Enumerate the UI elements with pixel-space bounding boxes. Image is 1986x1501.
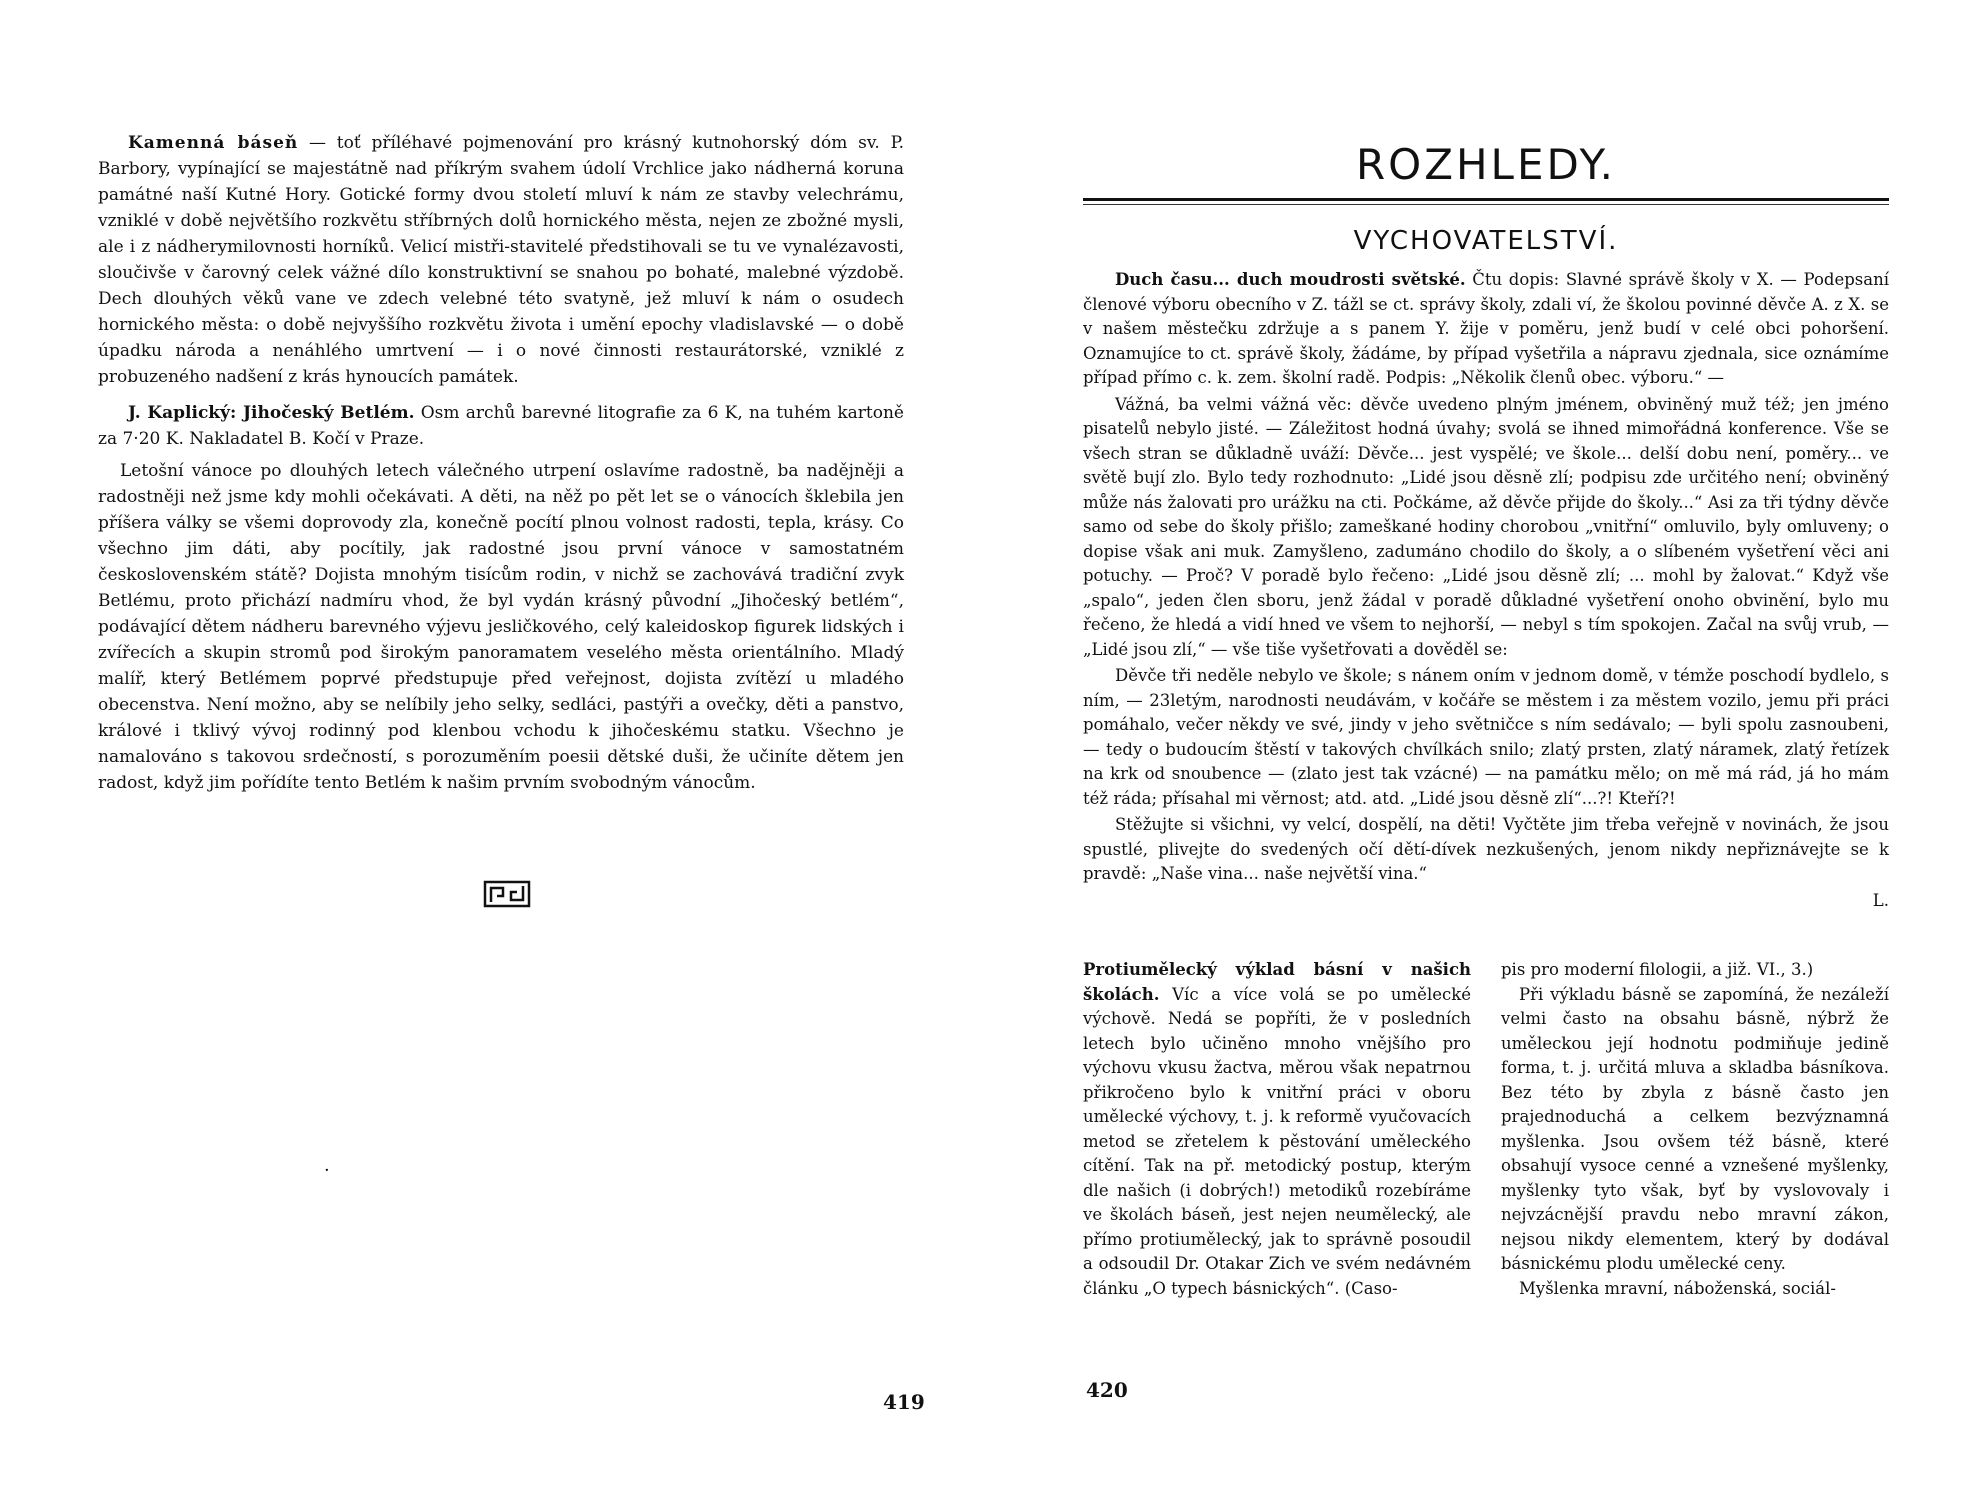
text-protiumelecky: Víc a více volá se po umělecké výchově. Nedá se popříti, že v posledních letech bylo učiněno mnoho vnějšího pro výchovu vkusu žactva, měrou však nepatrnou přikročeno bylo k vnitřní práci v oboru umělecké výchovy, t. j. k reformě vyučovacích metod se zřetelem k pěstování uměleckého cítění. Tak na př. metodický postup, kterým dle našich (i dobrých!) metodiků rozebíráme ve školách báseň, jest nejen neumělecký, ale přímo protiumělecký, jak to správně posoudil a odsoudil Dr. Otakar Zich ve svém nedávném článku „O typech básnických“. (Caso- (1083, 984, 1471, 1298)
section-title: ROZHLEDY. (1355, 140, 1617, 189)
speck-mark: · (324, 1160, 330, 1181)
column-a (1083, 958, 1471, 1301)
text-betlem: Osm archů barevné litografie za 6 K, na tuhém kartoně za 7·20 K. Nakladatel B. Kočí v Praze. (98, 403, 904, 449)
subsection-title: VYCHOVATELSTVÍ. (1353, 226, 1619, 256)
ornament-icon (483, 880, 531, 908)
paragraph-casopis: pis pro moderní filologii, a již. VI., 3.) (1501, 960, 1814, 979)
paragraph-stezujte: Stěžujte si všichni, vy velcí, dospělí, na děti! Vyčtěte jim třeba veřejně v novinách, že jsou spustlé, plivejte do svedených očí dětí-dívek nezkušených, jenom nikdy nepřiznávejte se k pravdě: „Naše vina... naše největší vina.“ (1083, 815, 1889, 883)
title-rule-thin (1083, 204, 1889, 205)
right-page (993, 0, 1986, 1501)
paragraph-kamenna-basen (98, 130, 904, 390)
lead-protiumelecky: Protiumělecký výklad básní v našich školách. (1083, 960, 1471, 1004)
paragraph-myslenka: Myšlenka mravní, náboženská, sociál- (1519, 1278, 1836, 1298)
signature: L. (1872, 890, 1889, 910)
main-column (1083, 268, 1889, 913)
paragraph-duch-casu (1083, 268, 1889, 391)
two-column-section (1083, 958, 1889, 1301)
page-number-right: 420 (1086, 1378, 1128, 1402)
lead-kamenna-basen: Kamenná báseň (128, 133, 299, 153)
left-column (98, 130, 904, 802)
text-kamenna-basen: — toť příléhavé pojmenování pro krásný kutnohorský dóm sv. P. Barbory, vypínající se majestátně nad příkrým svahem údolí Vrchlice jako nádherná koruna památné naší Kutné Hory. Gotické formy dvou století mluví k nám ze stavby velechrámu, vzniklé v době největšího rozkvětu stříbrných dolů hornického města, nejen ze zbožné mysli, ale i z nádherymilovnosti horníků. Velicí mistři-stavitelé předstihovali se tu ve vynalézavosti, sloučivše v čarovný celek vážné dílo konstruktivní se snahou po bohaté, malebné výzdobě. Dech dlouhých věků vane ve zdech velebné této svatyně, jež mluví k nám o osudech hornického města: o době nejvyššího rozkvětu života i umění epochy vladislavské — o době úpadku národa a nenáhlého umrtvení — i o nové činnosti restaurátorské, vzniklé z probuzeného nadšení z krás hynoucích památek. (98, 133, 904, 387)
paragraph-pri-vykladu: Při výkladu básně se zapomíná, že nezáleží velmi často na obsahu básně, nýbrž že uměleckou její hodnotu podmiňuje jedině forma, t. j. určitá mluva a skladba básníkova. Bez této by zbyla z básně často jen prajednoduchá a celkem bezvýznamná myšlenka. Jsou ovšem též básně, které obsahují vysoce cenné a vznešené myšlenky, myšlenky tyto však, byť by vyslovovaly i nejvzácnější pravdu nebo mravní zákon, nejsou nikdy elementem, který by dodával básnickému plodu umělecké ceny. (1501, 984, 1889, 1273)
title-rule-thick (1083, 198, 1889, 201)
page-number-left: 419 (883, 1390, 925, 1414)
lead-betlem: J. Kaplický: Jihočeský Betlém. (128, 403, 415, 423)
paragraph-betlem-heading (98, 400, 904, 452)
paragraph-vazna-vec: Vážná, ba velmi vážná věc: děvče uvedeno plným jménem, obviněný muž též; jen jméno pisatelů nebylo jisté. — Záležitost hodná úvahy; svolá se ihned mimořádná konference. Vše se všech stran se důkladně uváží: Děvče... jest vyspělé; ve škole... delší dobu není, poměry... ve světě bují zlo. Bylo tedy rozhodnuto: „Lidé jsou děsně zlí; podpisu zde určitého není; obviněný může nás žalovati pro urážku na cti. Počkáme, až děvče přijde do školy...“ Asi za tři týdny děvče samo od sebe do školy přišlo; zameškané hodiny chorobou „vnitřní“ omluvilo, byly omluveny; o dopise však ani muk. Zamyšleno, zadumáno chodilo do školy, a o slíbeném vyšetření věci ani potuchy. — Proč? V poradě bylo řečeno: „Lidé jsou děsně zlí; ... mohl by žalovat.“ Když vše „spalo“, jeden člen sboru, jenž žádal v poradě důkladné vyšetření onoho obvinění, bylo mu řečeno, že hledá a vidí hned ve všem to nejhorší, — nebyl s tím spokojen. Začal na svůj vrub, — „Lidé jsou zlí,“ — vše tiše vyšetřovati a dověděl se: (1083, 394, 1889, 659)
paragraph-protiumelecky (1083, 958, 1471, 1301)
text-duch-casu: Čtu dopis: Slavné správě školy v X. — Podepsaní členové výboru obecního v Z. tážl se ct. správy školy, zdali ví, že školou povinné děvče A. z X. se v našem městečku zdržuje a s panem Y. žije v poměru, jenž budí v celé obci pohoršení. Oznamujíce to ct. správě školy, žádáme, by případ vyšetřila a nápravu zjednala, sice oznámíme případ přímo c. k. zem. školní radě. Podpis: „Několik členů obec. výboru.“ — (1083, 270, 1889, 387)
paragraph-devce: Děvče tři neděle nebylo ve škole; s nánem oním v jednom domě, v témže poschodí bydlelo, s ním, — 23letým, narodnosti neudávám, v kočáře se městem i za městem vozilo, jemu při práci pomáhalo, večer někdy ve své, jindy v jeho světničce s ním sedávalo; — byli spolu zasnoubeni, — tedy o budoucím štěstí v takových chvílkách snilo; zlatý prsten, zlatý náramek, zlatý řetízek na krk od snoubence — (zlato jest tak vzácné) — na památku mělo; on mě má rád, já ho mám též ráda; přísahal mi věrnost; atd. atd. „Lidé jsou děsně zlí“...?! Kteří?! (1083, 666, 1889, 808)
lead-duch-casu: Duch času... duch moudrosti světské. (1115, 270, 1466, 289)
paragraph-betlem-review: Letošní vánoce po dlouhých letech válečného utrpení oslavíme radostně, ba nadějněji a radostněji než jsme kdy mohli očekávati. A děti, na něž po pět let se o vánocích šklebila jen příšera války se všemi doprovody zla, konečně pocítí plnou volnost radosti, tepla, krásy. Co všechno jim dáti, aby pocítily, jak radostné jsou první vánoce v samostatném československém státě? Dojista mnohým tisícům rodin, v nichž se zachovává tradiční zvyk Betlému, proto přichází nadmíru vhod, že byl vydán krásný původní „Jihočeský betlém“, podávající dětem nádheru barevného výjevu jesličkového, celý kaleidoskop figurek lidských i zvířecích a skupin stromů pod širokým panoramatem veselého města orientálního. Mladý malíř, který Betlémem poprvé předstupuje před veřejnost, dojista zvítězí u mladého obecenstva. Není možno, aby se nelíbily jeho selky, sedláci, pastýři a ovečky, děti a panstvo, králové i tklivý vývoj rodinný pod klenbou vchodu k jihočeskému statku. Všechno je namalováno s takovou srdečností, s porozuměním poesii dětské duši, že učiníte dětem jen radost, když jim pořídíte tento Betlém k našim prvním svobodným vánocům. (98, 461, 904, 793)
column-b (1501, 958, 1889, 1301)
